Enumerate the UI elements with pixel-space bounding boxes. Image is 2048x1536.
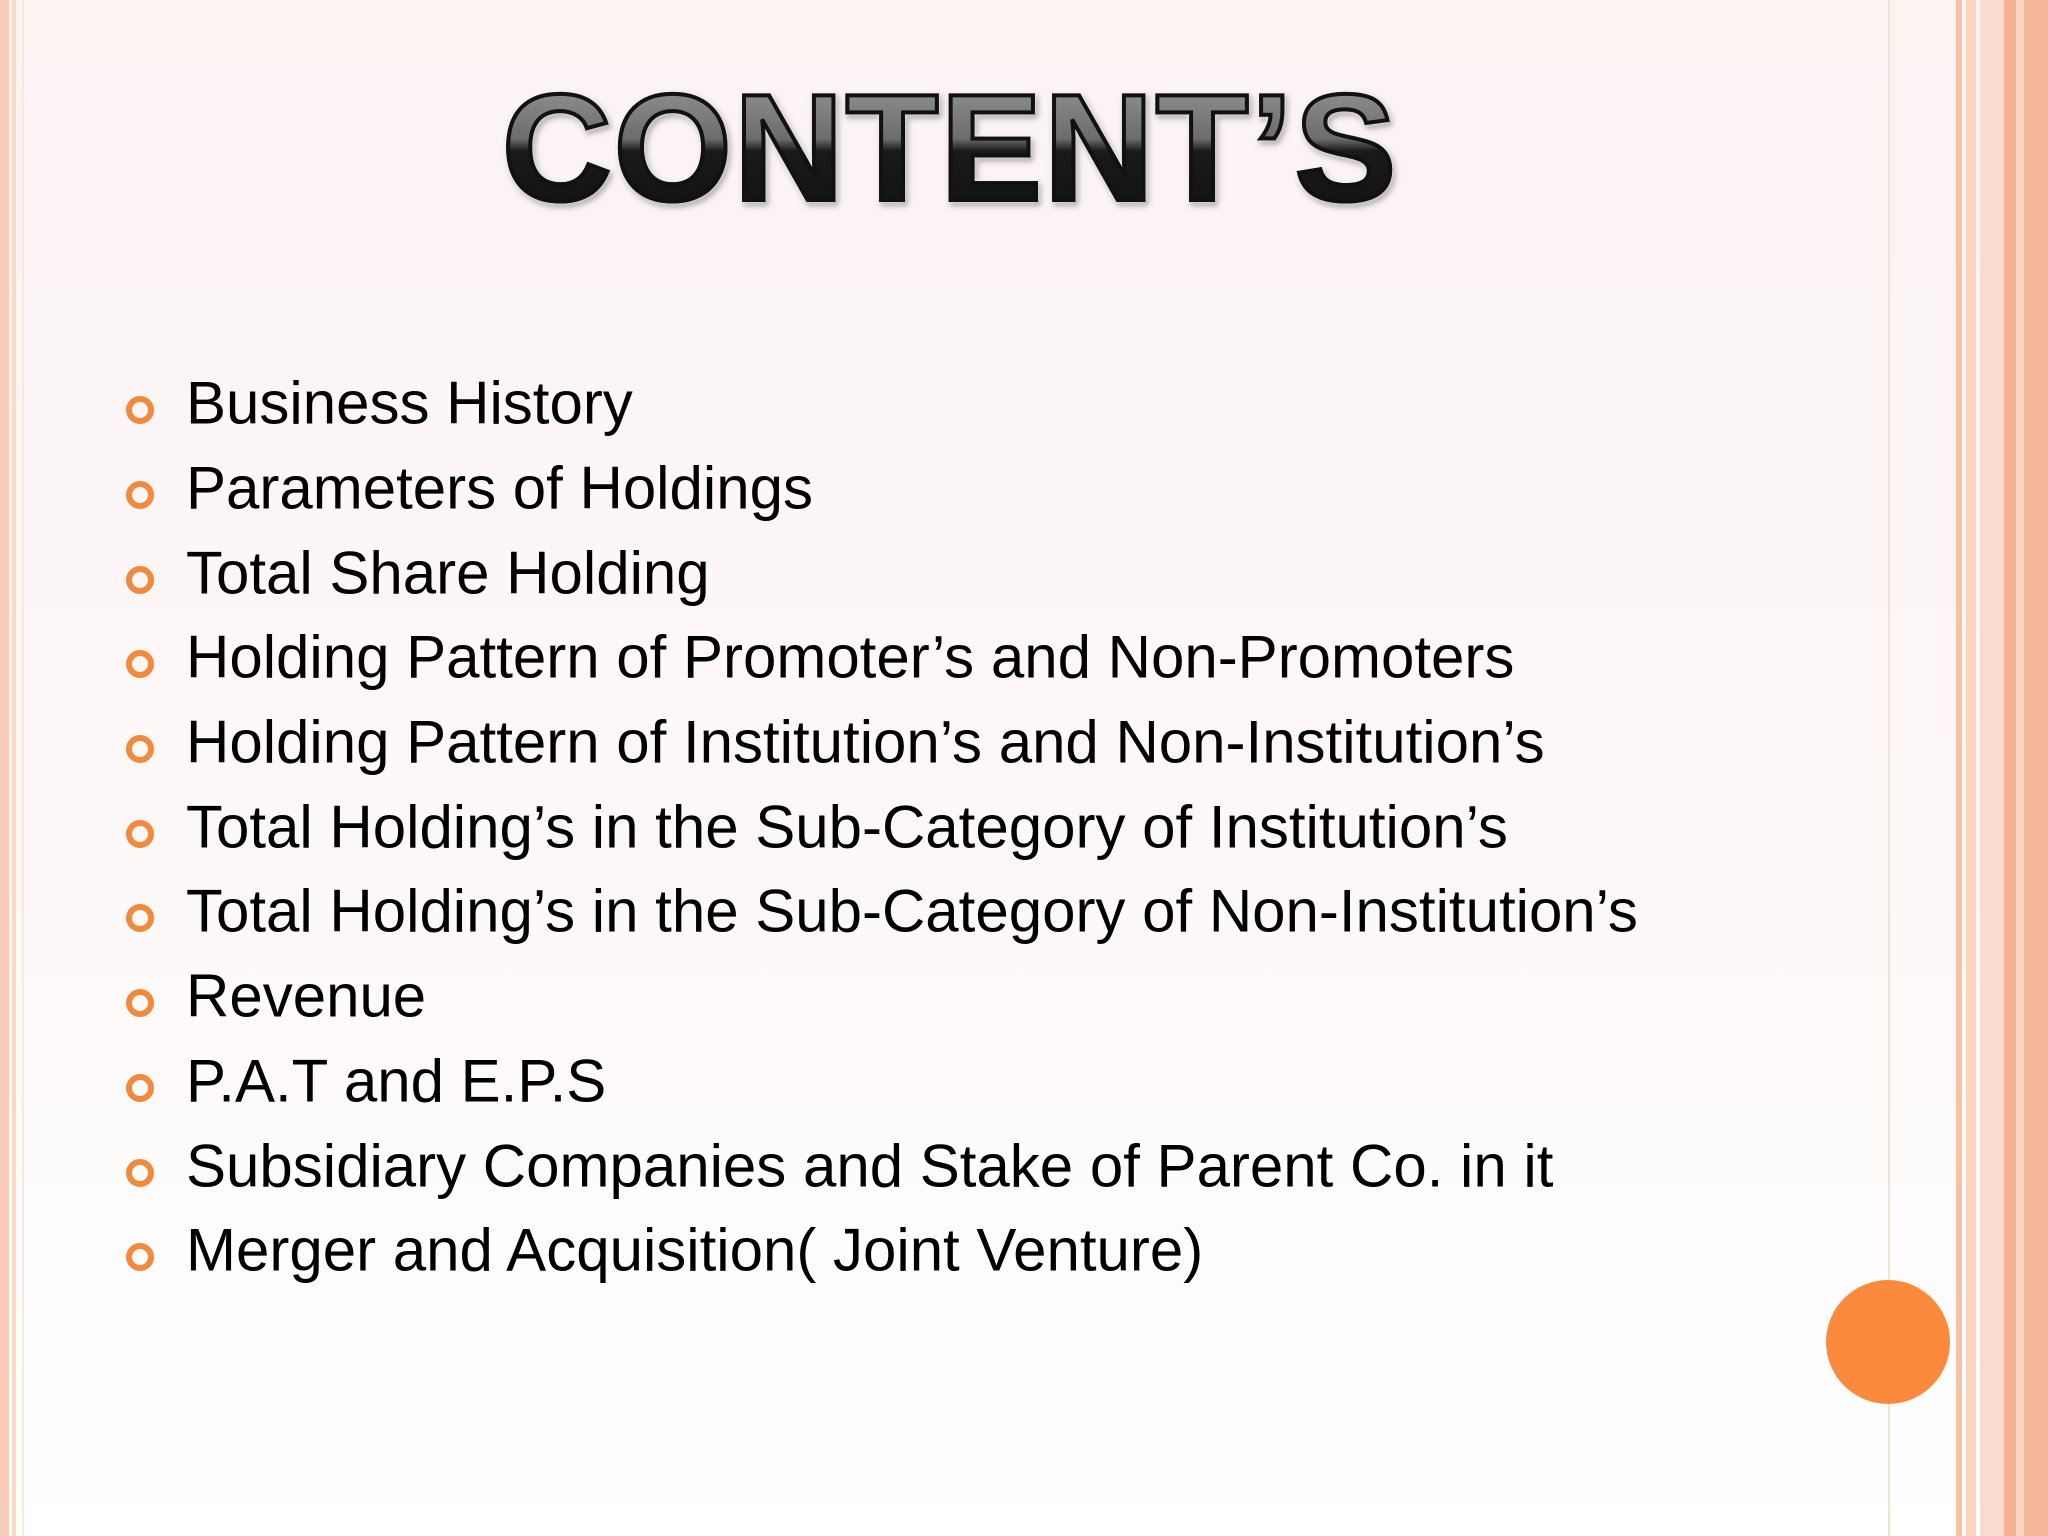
list-item (122, 443, 1862, 528)
hollow-circle-bullet-icon (126, 820, 154, 848)
list-item (122, 697, 1862, 782)
hollow-circle-bullet-icon (126, 735, 154, 763)
hollow-circle-bullet-icon (126, 904, 154, 932)
hollow-circle-bullet-icon (126, 566, 154, 594)
hollow-circle-bullet-icon (126, 650, 154, 678)
list-item (122, 781, 1862, 866)
hollow-circle-bullet-icon (126, 396, 154, 424)
list-item (122, 1205, 1862, 1290)
right-decorative-stripe (2016, 0, 2024, 1536)
left-decorative-stripe (0, 0, 9, 1536)
list-item (122, 1036, 1862, 1121)
list-item-label: Holding Pattern of Institution’s and Non-Institution’s (186, 708, 1545, 776)
orange-circle-decoration (1826, 1280, 1950, 1404)
hollow-circle-bullet-icon (126, 989, 154, 1017)
list-item (122, 358, 1862, 443)
list-item (122, 1120, 1862, 1205)
list-item (122, 951, 1862, 1036)
list-item (122, 612, 1862, 697)
list-item-label: Revenue (186, 962, 427, 1030)
list-item-label: Total Share Holding (186, 539, 710, 607)
hollow-circle-bullet-icon (126, 481, 154, 509)
right-decorative-stripe (1980, 0, 2004, 1536)
list-item-label: P.A.T and E.P.S (186, 1047, 607, 1115)
hollow-circle-bullet-icon (126, 1159, 154, 1187)
left-decorative-stripe (12, 0, 16, 1536)
left-decorative-stripe (22, 0, 24, 1536)
right-decorative-stripe (1966, 0, 1976, 1536)
list-item-label: Holding Pattern of Promoter’s and Non-Promoters (186, 624, 1515, 692)
list-item (122, 866, 1862, 951)
list-item-label: Merger and Acquisition( Joint Venture) (186, 1216, 1204, 1284)
contents-list (122, 358, 1862, 1290)
list-item (122, 527, 1862, 612)
list-item-label: Business History (186, 369, 633, 437)
right-decorative-stripe (2024, 0, 2048, 1536)
hollow-circle-bullet-icon (126, 1243, 154, 1271)
list-item-label: Total Holding’s in the Sub-Category of Non-Institution’s (186, 878, 1638, 946)
right-decorative-stripe (2004, 0, 2016, 1536)
list-item-label: Total Holding’s in the Sub-Category of Institution’s (186, 793, 1508, 861)
list-item-label: Parameters of Holdings (186, 454, 813, 522)
list-item-label: Subsidiary Companies and Stake of Parent Co. in it (186, 1132, 1554, 1200)
hollow-circle-bullet-icon (126, 1074, 154, 1102)
slide-title: CONTENT’S (0, 72, 1900, 224)
right-decorative-stripe (1956, 0, 1962, 1536)
